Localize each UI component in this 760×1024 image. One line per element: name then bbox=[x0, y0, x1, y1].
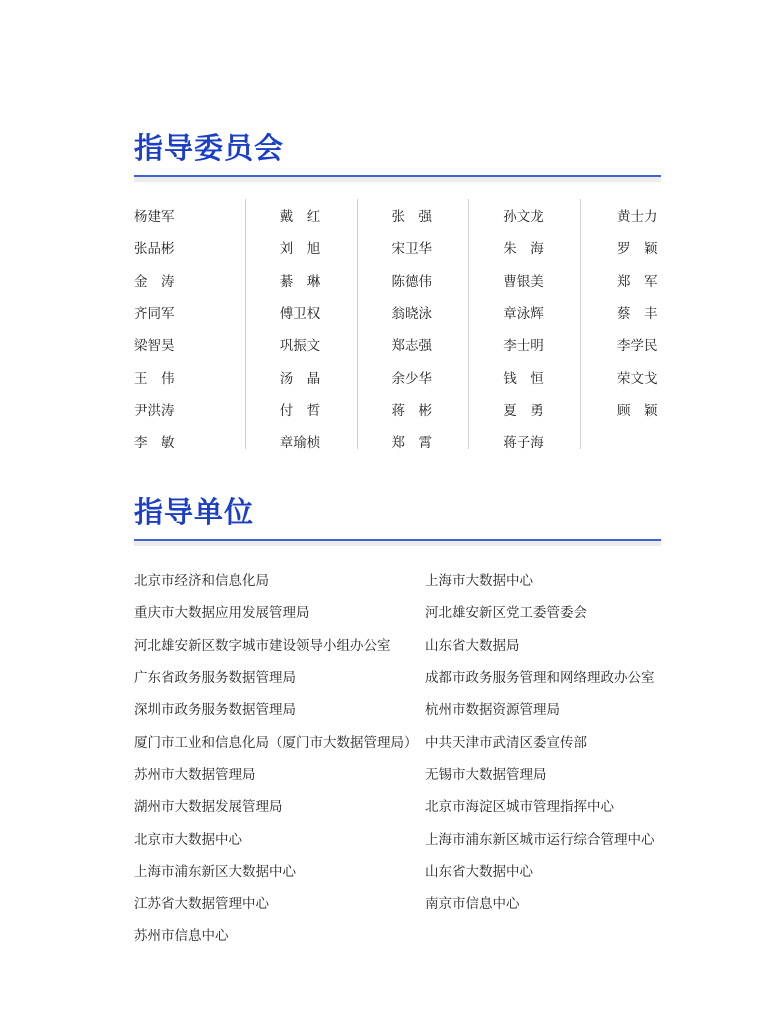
member-name: 郑 霄 bbox=[391, 435, 432, 452]
unit-name: 中共天津市武清区委宣传部 bbox=[425, 734, 587, 751]
unit-name: 湖州市大数据发展管理局 bbox=[134, 799, 283, 816]
committee-column bbox=[581, 199, 661, 449]
unit-name: 上海市浦东新区城市运行综合管理中心 bbox=[425, 831, 655, 848]
unit-name: 上海市浦东新区大数据中心 bbox=[134, 863, 296, 880]
units-title: 指导单位 bbox=[134, 495, 255, 529]
committee-column bbox=[469, 199, 581, 452]
unit-name: 广东省政务服务数据管理局 bbox=[134, 670, 296, 687]
member-name: 余少华 bbox=[391, 370, 432, 387]
member-name: 巩振文 bbox=[279, 338, 321, 355]
unit-name: 重庆市大数据应用发展管理局 bbox=[134, 605, 310, 622]
member-name: 付 哲 bbox=[279, 402, 321, 419]
unit-row bbox=[134, 821, 674, 853]
member-name: 綦 琳 bbox=[279, 273, 321, 290]
member-name: 孙文龙 bbox=[503, 209, 544, 226]
member-name: 傅卫权 bbox=[279, 306, 321, 323]
member-name: 章泳辉 bbox=[503, 306, 544, 323]
member-name: 汤 晶 bbox=[279, 370, 321, 387]
unit-name: 上海市大数据中心 bbox=[425, 573, 533, 590]
member-name: 罗 颖 bbox=[617, 241, 658, 258]
unit-row bbox=[134, 563, 674, 595]
member-name: 翁晓泳 bbox=[391, 306, 432, 323]
member-name: 张 强 bbox=[391, 209, 432, 226]
unit-name: 厦门市工业和信息化局（厦门市大数据管理局） bbox=[134, 734, 418, 751]
member-name: 宋卫华 bbox=[391, 241, 432, 258]
member-name: 杨建军 bbox=[134, 209, 175, 226]
unit-name: 北京市经济和信息化局 bbox=[134, 573, 269, 590]
unit-row bbox=[134, 724, 674, 756]
unit-row bbox=[134, 660, 674, 692]
units-list bbox=[134, 563, 674, 951]
unit-name: 山东省大数据局 bbox=[425, 637, 520, 654]
unit-name: 北京市海淀区城市管理指挥中心 bbox=[425, 799, 614, 816]
member-name: 尹洪涛 bbox=[134, 402, 175, 419]
unit-name: 江苏省大数据管理中心 bbox=[134, 896, 269, 913]
member-name: 荣文戈 bbox=[617, 370, 658, 387]
member-name: 顾 颖 bbox=[617, 402, 658, 419]
units-divider bbox=[134, 539, 661, 546]
committee-column bbox=[134, 199, 246, 452]
member-name: 金 涛 bbox=[134, 273, 175, 290]
member-name: 夏 勇 bbox=[503, 402, 544, 419]
committee-column bbox=[358, 199, 470, 452]
unit-row bbox=[134, 918, 674, 950]
unit-name: 山东省大数据中心 bbox=[425, 863, 533, 880]
unit-row bbox=[134, 628, 674, 660]
unit-name: 河北雄安新区数字城市建设领导小组办公室 bbox=[134, 637, 391, 654]
unit-row bbox=[134, 757, 674, 789]
committee-grid bbox=[134, 199, 661, 452]
member-name: 李 敏 bbox=[134, 435, 175, 452]
member-name: 蒋 彬 bbox=[391, 402, 432, 419]
unit-name: 深圳市政务服务数据管理局 bbox=[134, 702, 296, 719]
unit-row bbox=[134, 692, 674, 724]
member-name: 王 伟 bbox=[134, 370, 175, 387]
committee-divider bbox=[134, 175, 661, 182]
unit-row bbox=[134, 595, 674, 627]
member-name: 郑志强 bbox=[391, 338, 432, 355]
unit-row bbox=[134, 789, 674, 821]
member-name: 黄士力 bbox=[617, 209, 658, 226]
member-name: 梁智昊 bbox=[134, 338, 175, 355]
member-name: 张品彬 bbox=[134, 241, 175, 258]
member-name: 曹银美 bbox=[503, 273, 544, 290]
unit-name: 杭州市数据资源管理局 bbox=[425, 702, 560, 719]
member-name: 郑 军 bbox=[617, 273, 658, 290]
member-name: 李学民 bbox=[617, 338, 658, 355]
unit-name: 苏州市信息中心 bbox=[134, 928, 229, 945]
member-name: 钱 恒 bbox=[503, 370, 544, 387]
member-name: 李士明 bbox=[503, 338, 544, 355]
unit-name: 无锡市大数据管理局 bbox=[425, 766, 547, 783]
unit-name: 成都市政务服务管理和网络理政办公室 bbox=[425, 670, 655, 687]
member-name: 刘 旭 bbox=[279, 241, 321, 258]
member-name: 章瑜桢 bbox=[279, 435, 321, 452]
member-name: 蔡 丰 bbox=[617, 306, 658, 323]
member-name: 蒋子海 bbox=[503, 435, 544, 452]
member-name: 朱 海 bbox=[503, 241, 544, 258]
unit-name: 苏州市大数据管理局 bbox=[134, 766, 256, 783]
unit-row bbox=[134, 886, 674, 918]
unit-name: 南京市信息中心 bbox=[425, 896, 520, 913]
member-name: 齐同军 bbox=[134, 306, 175, 323]
committee-title: 指导委员会 bbox=[134, 131, 285, 165]
unit-name: 河北雄安新区党工委管委会 bbox=[425, 605, 587, 622]
committee-column bbox=[246, 199, 358, 452]
member-name: 陈德伟 bbox=[391, 273, 432, 290]
unit-row bbox=[134, 854, 674, 886]
member-name: 戴 红 bbox=[279, 209, 321, 226]
unit-name: 北京市大数据中心 bbox=[134, 831, 242, 848]
